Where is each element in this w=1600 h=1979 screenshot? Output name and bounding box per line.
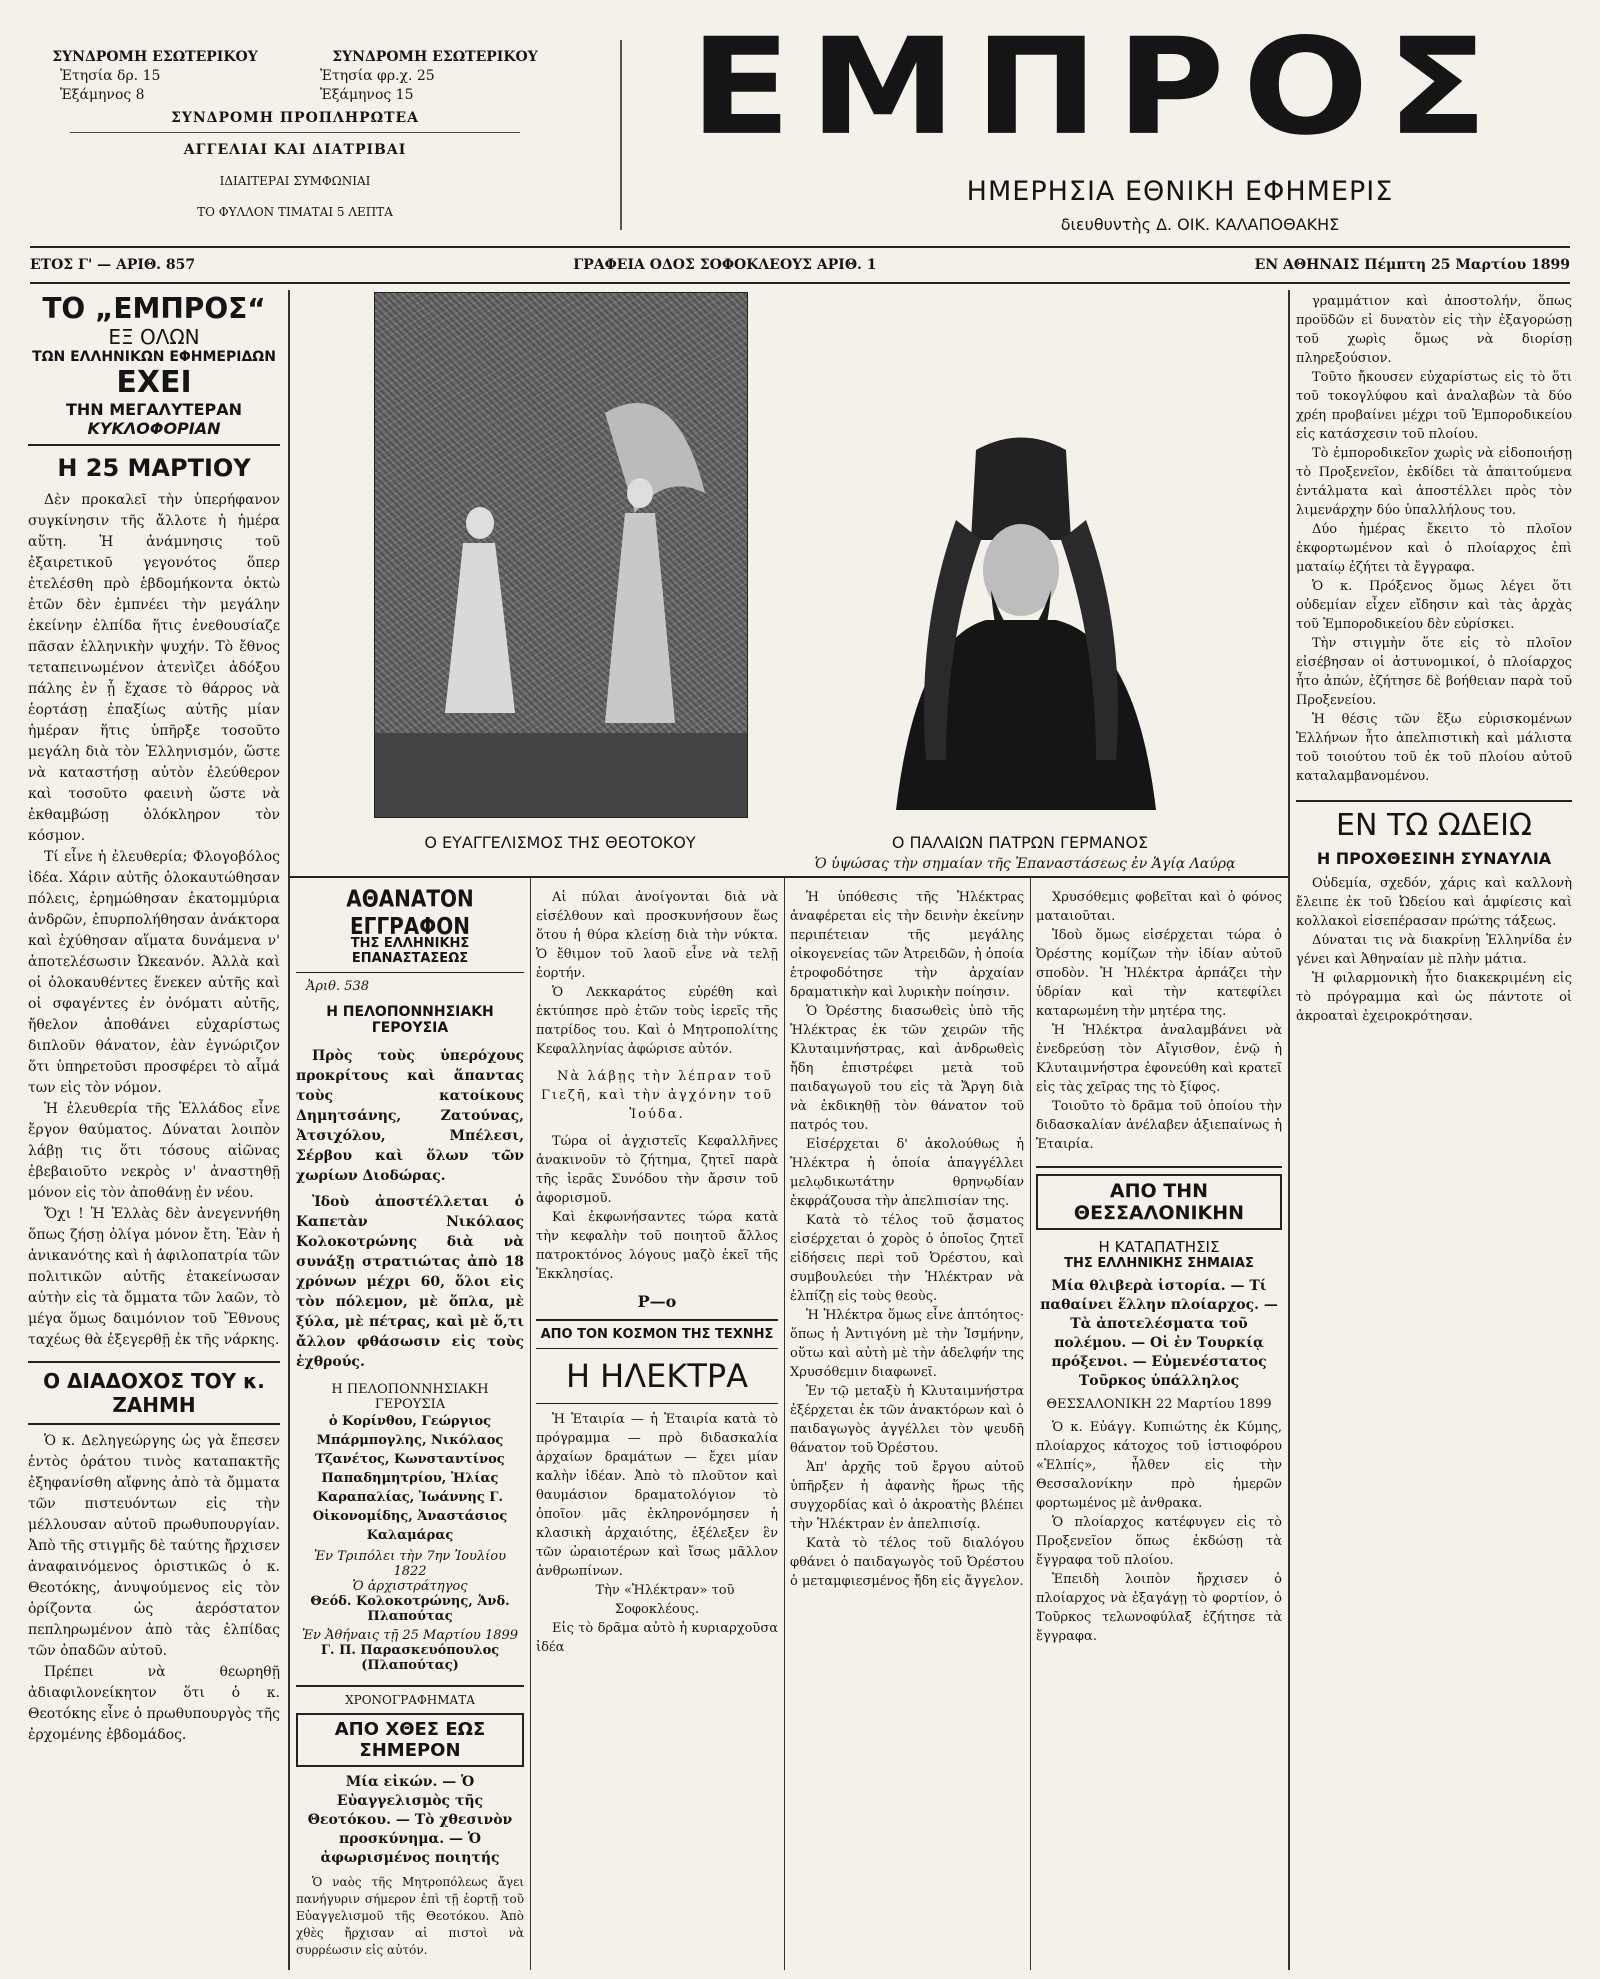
chronography-subtitle: Μία εἰκών. — Ὁ Εὐαγγελισμὸς τῆς Θεοτόκου. — Τὸ χθεσινὸν προσκύνημα. — Ὁ ἀφωρισμένος ποιητής — [307, 1774, 513, 1866]
newspaper-subtitle: ΗΜΕΡΗΣΙΑ ΕΘΝΙΚΗ ΕΦΗΜΕΡΙΣ — [966, 176, 1394, 207]
odeion-title: ΕΝ ΤΩ ΩΔΕΙΩ — [1336, 808, 1532, 843]
curse-quote: Νὰ λάβῃς τὴν λέπραν τοῦ Γιεζῆ, καὶ τὴν ἀγχόνην τοῦ Ἰούδα. — [540, 1069, 773, 1122]
section-paragraph: Ὁ κ. Δεληγεώργης ὡς γὰ ἔπεσεν ἐντὸς ὁράτου τινὸς καταπακτῆς ἐξηφανίσθη αἴφνης ἀπὸ τὰ ὄμματα τῶν πιστευόντων εἰς τὴν μέλλουσαν αὐτοῦ πρωθυπουργίαν. Ἀπὸ τῆς στιγμῆς δὲ ταύτης ἤρχισεν ἀναφαινόμενος ὁριστικῶς ὁ κ. Θεοτόκης, ἀνυψούμενος εἰς τὸν ὁρίζοντα ὡς ἀερόστατον πεπληρωμένον ἀπὸ τὰς ἐλπίδας τῶν ὀπαδῶν αὐτοῦ. — [28, 1433, 280, 1659]
header-divider — [620, 40, 622, 230]
document-heading: Η ΠΕΛΟΠΟΝΝΗΣΙΑΚΗ ΓΕΡΟΥΣΙΑ — [326, 1004, 494, 1036]
illustration-bottom-rule — [290, 876, 1288, 878]
subscription-foreign-label: ΣΥΝΔΡΟΜΗ ΕΣΩΤΕΡΙΚΟΥ — [332, 49, 538, 65]
continued-paragraph: Τὸ ἐμποροδικεῖον χωρὶς νὰ εἰδοποιήσῃ τὸ Προξενεῖον, ἐκδίδει τὰ ἀπαιτούμενα ἐντάλματα καὶ ἀποστέλλει πρὸς τὸν λιμενάρχην δύο ὑπαλλήλους του. — [1296, 446, 1572, 518]
issue-number: ΕΤΟΣ Γ' — ΑΡΙΘ. 857 — [30, 257, 196, 273]
annunciation-engraving — [375, 293, 747, 817]
thessaloniki-paragraph: Ὁ κ. Εὐάγγ. Κυπιώτης ἐκ Κύμης, πλοίαρχος κάτοχος τοῦ ἱστιοφόρου «Ἐλπίς», ἦλθεν εἰς τὴν Θεσσαλονίκην πρὸ ἡμερῶν φορτωμένος μὲ ἀνθρακα. — [1036, 1420, 1282, 1511]
semester-price-foreign: Ἑξάμηνος 15 — [320, 87, 414, 103]
article-title-25-march: Η 25 ΜΑΡΤΙΟΥ — [57, 454, 251, 482]
semester-price-domestic: Ἑξάμηνος 8 — [60, 87, 145, 103]
article-paragraph: Ὄχι ! Ἡ Ἑλλὰς δὲν ἀνεγεννήθη ὅπως ζήσῃ ὀλίγα μόνον ἔτη. Ἐὰν ἡ ἀνικανότης καὶ ἡ ἀφιλοπατρία τῶν πολιτικῶν αὐτῆς ἐτακείνωσαν αὐτὴν εἰς τὰ ὄμματα τῶν λαῶν, τὸ μέγα ὅμως δαιμόνιον τοῦ Ἔθνους ταχέως θὰ ἐξεγερθῇ ἐκ τῆς νάρκης. — [28, 1206, 280, 1348]
conclusion-paragraph: Ἰδοὺ ὅμως εἰσέρχεται τώρα ὁ Ὀρέστης κομίζων τὴν ἰδίαν αὐτοῦ σποδὸν. Ἡ Ἠλέκτρα ἀρπάζει τὴν ὑδρίαν καὶ τὴν κατεφίλει καταρωμένη τὴν μητέρα της. — [1036, 928, 1282, 1019]
continued-paragraph: Δύο ἡμέρας ἔκειτο τὸ πλοῖον ἐκφορτωμένον καὶ ὁ πλοίαρχος ἐπὶ ματαίῳ ἐζήτει τὰ ἔγγραφα. — [1296, 522, 1572, 575]
electra-paragraph: Τὴν «Ἠλέκτραν» τοῦ Σοφοκλέους. — [595, 1583, 735, 1617]
thessaloniki-body — [1036, 1418, 1282, 1646]
left-column — [28, 292, 280, 1746]
odeion-paragraph: Ἡ φιλαρμονικὴ ἦτο διακεκριμένη εἰς τὸ πρόγραμμα καὶ ὡς πάντοτε οἱ ἀκροαταὶ ἐχειροκρότησαν. — [1296, 971, 1572, 1024]
dateline-top-rule — [30, 246, 1570, 248]
document-number: Ἀριθ. 538 — [306, 979, 370, 994]
thessaloniki-dateline: ΘΕΣΣΑΛΟΝΙΚΗ 22 Μαρτίου 1899 — [1046, 1397, 1272, 1412]
annunciation-illustration — [374, 292, 748, 818]
prepaid-note: ΣΥΝΔΡΟΜΗ ΠΡΟΠΛΗΡΩΤΕΑ — [170, 110, 420, 126]
continued-paragraph: Ὁ Λεκκαράτος εὑρέθη καὶ ἐκτύπησε πρὸ ἐτῶν τοὺς ἱερεῖς τῆς πατρίδος του. Καὶ ὁ Μητροπολίτης Κεφαλληνίας ἀφώρισε αὐτόν. — [536, 985, 778, 1057]
continued-paragraph: Ὁ κ. Πρόξενος ὅμως λέγει ὅτι οὐδεμίαν εἶχεν εἴδησιν καὶ τὰς ἀρχὰς τοῦ Ἐμποροδικείου δὲν εὑρίσκει. — [1296, 579, 1572, 632]
article-paragraph: Δὲν προκαλεῖ τὴν ὑπερήφανον συγκίνησιν τῆς ἄλλοτε ἡ ἡμέρα αὕτη. Ἡ ἀνάμνησις τοῦ ἐξαιρετικοῦ γεγονότος ὅπερ ἐτελέσθη πρὸ ἑβδομήκοντα ὀκτὼ ἐτῶν δὲν ἐμπνέει τὴν μεγάλην ἐκείνην ἐλπίδα ἥτις ἐνεθουσίαζε πᾶσαν ἑλληνικὴν ψυχήν. Τὸ ἔθνος τεταπεινωμένον ἀτενὶζει ἀδόξου πάλης ἐν ᾗ ἔχασε τὸ θάρρος νὰ ἑορτάσῃ ἐπαξίως αὐτῆς μίαν ἡμέραν ἥτις ὑπῆρξε τοσοῦτο μεγάλη διὰ τὸν Ἑλληνισμόν, ὥστε νὰ καταστήσῃ αὐτὸν ἐλεύθερον καὶ τοσοῦτο φαεινὴ ὥστε νὰ ἐκθαμβώσῃ ὁλόκληρον τὸν κόσμον. — [28, 492, 280, 844]
office-address: ΓΡΑΦΕΙΑ ΟΔΟΣ ΣΟΦΟΚΛΕΟΥΣ ΑΡΙΘ. 1 — [573, 257, 877, 273]
electra-plot-paragraph: Ἀπ' ἀρχῆς τοῦ ἔργου αὐτοῦ ὑπῆρξεν ἡ ἀφανὴς ἥρως τῆς συγχορδίας καὶ ὁ ἀκροατὴς βλέπει τὴν Ἠλέκτραν ἐν ἀπελπισίᾳ. — [790, 1460, 1024, 1532]
section-title-successor: Ο ΔΙΑΔΟΧΟΣ ΤΟΥ κ. ΖΑΗΜΗ — [43, 1369, 265, 1417]
article-body-25-march — [28, 490, 280, 1351]
column-divider — [1030, 878, 1031, 1970]
ground — [375, 733, 747, 817]
germanos-engraving — [856, 430, 1186, 810]
electra-title: Η ΗΛΕΚΤΡΑ — [565, 1357, 749, 1395]
article-signature: Ρ—ο — [637, 1292, 677, 1311]
document-subtitle: ΤΗΣ ΕΛΛΗΝΙΚΗΣ ΕΠΑΝΑΣΤΑΣΕΩΣ — [350, 936, 470, 966]
electra-plot-paragraph: Ἐν τῷ μεταξὺ ἡ Κλυταιμνήστρα ἐξέρχεται ἐκ τῶν ἀνακτόρων καὶ ὁ παιδαγωγὸς ἀγγέλλει τὸν ψευδῆ θάνατον τοῦ Ὀρέστου. — [790, 1384, 1024, 1456]
electra-continued — [790, 888, 1024, 1591]
virgin-head — [466, 507, 494, 539]
chronography-body — [296, 1874, 524, 1959]
thessaloniki-paragraph: Ὁ πλοίαρχος κατέφυγεν εἰς τὸ Προξενεῖον ὅπως ἐκδώσῃ τὰ ἔγγραφα τοῦ πλοίου. — [1036, 1515, 1282, 1568]
special-agreements-note: ΙΔΙΑΙΤΕΡΑΙ ΣΥΜΦΩΝΙΑΙ — [219, 174, 371, 188]
promo-line-5: ΤΗΝ ΜΕΓΑΛΥΤΕΡΑΝ — [65, 400, 242, 419]
annual-price-foreign: Ἐτησία φρ.χ. 25 — [320, 68, 435, 84]
dateline — [30, 252, 1570, 278]
odeion-paragraph: Οὐδεμία, σχεδόν, χάρις καὶ καλλονὴ ἔλειπε ἐκ τοῦ Ὠδείου καὶ ἀμφίεσις καὶ κολλακοὶ εἰσεπέρασαν πρώτης τάξεως. — [1296, 876, 1572, 929]
column-2 — [296, 884, 524, 1959]
column-6 — [1296, 292, 1572, 1026]
continued-paragraph: Τοῦτο ἤκουσεν εὐχαρίστως εἰς τὸ ὅτι τοῦ τοκογλύφου καὶ ἀναλαβὼν τὰ δύο χρέη προβαίνει μέχρι τοῦ Ἐμποροδικείου εἰς κατάσχεσιν τοῦ πλοίου. — [1296, 370, 1572, 442]
thessaloniki-continued — [1296, 292, 1572, 786]
column-3 — [536, 888, 778, 1657]
dateline-bottom-rule — [30, 282, 1570, 284]
article-paragraph: Ἡ ἐλευθερία τῆς Ἑλλάδος εἶνε ἔργον θαύματος. Δύναται λοιπὸν λάβῃ τις ὅτι τόσους αἰῶνας ἐβεβαιοῦτο νεκρὸς ν' ἀναστηθῇ μόνον εἰς τὸν ἀποθάνῃ ἐν νέου. — [28, 1101, 280, 1201]
electra-plot-paragraph: Κατὰ τὸ τέλος τοῦ διαλόγου φθάνει ὁ παιδαγωγὸς τοῦ Ὀρέστου ὁ μεταμφιεσμένος ἤδη εἰς ἄγγελον. — [790, 1536, 1024, 1589]
arts-section-label: ΑΠΟ ΤΟΝ ΚΟΣΜΟΝ ΤΗΣ ΤΕΧΝΗΣ — [540, 1327, 774, 1342]
caption-annunciation: Ο ΕΥΑΓΓΕΛΙΣΜΟΣ ΤΗΣ ΘΕΟΤΟΚΟΥ — [424, 833, 696, 852]
thessaloniki-subtitle-1: Η ΚΑΤΑΠΑΤΗΣΙΣ — [1098, 1238, 1220, 1256]
section-body-successor — [28, 1431, 280, 1746]
electra-plot-paragraph: Ἡ ὑπόθεσις τῆς Ἠλέκτρας ἀναφέρεται εἰς τὴν δεινὴν ἐκείνην περιπέτειαν τῆς μεγάλης οἰκογενείας τῶν Ἀτρειδῶν, ἡ ὁποία ἐτροφοδότησε τὴν ἀρχαίαν δραματικὴν καὶ λυρικὴν ποίησιν. — [790, 890, 1024, 1000]
column-divider — [530, 878, 531, 1970]
chronography-continued — [536, 888, 778, 1284]
document-signature-heading: Η ΠΕΛΟΠΟΝΝΗΣΙΑΚΗ ΓΕΡΟΥΣΙΑ — [331, 1382, 489, 1412]
odeion-body — [1296, 874, 1572, 1026]
virgin-figure — [445, 543, 515, 713]
column-divider — [1288, 290, 1290, 1970]
chronography-title: ΑΠΟ ΧΘΕΣ ΕΩΣ ΣΗΜΕΡΟΝ — [296, 1713, 524, 1767]
article-paragraph: Τί εἶνε ἡ ἐλευθερία; Φλογοβόλος ἰδέα. Χάριν αὐτῆς ὁλοκαυτώθησαν πόλεις, ἐρημώθησαν ἑκατομμύρια ἀνδρῶν, ἐπυρπολήθησαν ἀνάκτορα καὶ ἐχύθησαν αἵματα δυνάμενα ν' ἀποτελέσωσιν Ὠκεανόν. Ἀλλὰ καὶ οἱ ὁλοκαυθέντες ἕνεκεν αὐτῆς καὶ οἱ σφαγέντες ἐν ὀνόματι αὐτῆς, ἤθελον ἀποθάνει εὐχαρίστως διπλοῦν θάνατον, ἐὰν ἐγνώριζον ὅτι ὑπηρετοῦσι προσφέρει τὸ αἷμά των εἰς τὸν νόμον. — [28, 849, 280, 1096]
promo-line-2: ΕΞ ΟΛΩΝ — [108, 325, 200, 349]
electra-plot-paragraph: Ἡ Ἠλέκτρα ὅμως εἶνε ἀπτόητος· ὅπως ἡ Ἀντιγόνη μὲ τὴν Ἰσμήνην, οὕτω καὶ αὐτὴ μὲ τὴν ἀδελφήν της Χρυσόθεμιν διαφωνεῖ. — [790, 1308, 1024, 1380]
section-paragraph: Πρέπει νὰ θεωρηθῇ ἀδιαφιλονείκητον ὅτι ὁ κ. Θεοτόκης εἶνε ὁ πρωθυπουργὸς τῆς ἐρχομένης ἑβδομάδος. — [28, 1664, 280, 1743]
thessaloniki-paragraph: Ἐπειδὴ λοιπὸν ἤρχισεν ὁ πλοίαρχος νὰ ἐξαγάγῃ τὸ φορτίον, ὁ Τοῦρκος τελωνοφύλαξ ἐζήτησε τὰ ἔγγραφα. — [1036, 1572, 1282, 1644]
issue-date: ΕΝ ΑΘΗΝΑΙΣ Πέμπτη 25 Μαρτίου 1899 — [1254, 257, 1570, 273]
promo-line-3: ΤΩΝ ΕΛΛΗΝΙΚΩΝ ΕΦΗΜΕΡΙΔΩΝ — [32, 349, 276, 365]
continued-paragraph: γραμμάτιον καὶ ἀποστολήν, ὅπως προϋδῶν εἰ δυνατὸν εἰς τὴν ἐξαγορώσῃ τοῦ χωρὶς ὅμως νὰ διορίσῃ πληρεξούσιον. — [1296, 294, 1572, 366]
annual-price-domestic: Ἐτησία δρ. 15 — [60, 68, 161, 84]
electra-plot-paragraph: Ὁ Ὀρέστης διασωθεὶς ὑπὸ τῆς Ἠλέκτρας ἐκ τῶν χειρῶν τῆς Κλυταιμνήστρας, καὶ ἀνδρωθεὶς ἤδη ἐπιστρέφει μετὰ τοῦ παιδαγωγοῦ του εἰς τὰ Ἄργη διὰ νὰ ἐκδικηθῇ τὸν θάνατον τοῦ πατρός του. — [790, 1004, 1024, 1133]
electra-paragraph: Ἡ Ἑταιρία — ἡ Ἑταιρία κατὰ τὸ πρόγραμμα — πρὸ διδασκαλία ἀρχαίων δραμάτων — ἔχει μίαν καλὴν ἰδέαν. Ἀπὸ τὸ πλοῦτον καὶ θαυμάσιον δραματολόγιον τὸ ὁποῖον μᾶς ἐκληρονόμησεν ἡ κλασικὴ ἀρχαιότης, ἐξέλεξεν ἓν τῶν ὡραιοτέρων καὶ ἴσως μᾶλλον ἀνθρωπίνων. — [536, 1412, 778, 1579]
continued-paragraph: Καὶ ἐκφωνήσαντες τώρα κατὰ τὴν κεφαλὴν τοῦ ποιητοῦ ἄλλος πατροκτόνος λόγους μαζὸ ἐκεῖ τῆς Ἐκκλησίας. — [536, 1210, 778, 1282]
electra-plot-paragraph: Εἰσέρχεται δ' ἀκολούθως ἡ Ἠλέκτρα ἡ ὁποία ἀπαγγέλλει μελῳδικωτάτην θρηνῳδίαν ἐκφράζουσα τὴν ἀπελπισίαν της. — [790, 1137, 1024, 1209]
angel-figure — [605, 513, 675, 723]
thessaloniki-subtitle-2: ΤΗΣ ΕΛΛΗΝΙΚΗΣ ΣΗΜΑΙΑΣ — [1064, 1256, 1254, 1271]
chronography-label: ΧΡΟΝΟΓΡΑΦΗΜΑΤΑ — [345, 1693, 475, 1707]
promo-line-6: ΚΥΚΛΟΦΟΡΙΑΝ — [87, 419, 221, 438]
thessaloniki-section-title: ΑΠΟ ΤΗΝ ΘΕΣΣΑΛΟΝΙΚΗΝ — [1036, 1174, 1282, 1230]
angel-wings — [605, 403, 705, 513]
document-submitted-by: Γ. Π. Παρασκευόπουλος (Πλαπούτας) — [320, 1643, 500, 1673]
odeion-paragraph: Δύναται τις νὰ διακρίνῃ Ἑλληνίδα ἐν γένει καὶ Ἀθηναίαν μὲ πλὴν μάτια. — [1296, 933, 1572, 967]
thessaloniki-lead: Μία θλιβερὰ ἱστορία. — Τί παθαίνει ἕλλην πλοίαρχος. — Τὰ ἀποτελέσματα τοῦ πολέμου. — Οἱ ἐν Τουρκίᾳ πρόξενοι. — Εὐμενέστατος Τοῦρκος ὑπάλληλος — [1040, 1278, 1278, 1389]
subscription-domestic-label: ΣΥΝΔΡΟΜΗ ΕΣΩΤΕΡΙΚΟΥ — [52, 49, 258, 65]
ads-note: ΑΓΓΕΛΙΑΙ ΚΑΙ ΔΙΑΤΡΙΒΑΙ — [183, 142, 407, 158]
germanos-portrait — [856, 430, 1186, 810]
document-commander-title: Ὁ ἀρχιστράτηγος — [352, 1579, 468, 1594]
column-5 — [1036, 888, 1282, 1646]
column-divider — [784, 878, 785, 1970]
caption-germanos: Ο ΠΑΛΑΙΩΝ ΠΑΤΡΩΝ ΓΕΡΜΑΝΟΣ — [891, 833, 1149, 852]
continued-paragraph: Ἡ θέσις τῶν ἔξω εὑρισκομένων Ἑλλήνων ἦτο ἀπελπιστικὴ καὶ μάλιστα τοῦ τοιούτου τοῦ ἐκ τοῦ πλοίου αὐτοῦ καταλαμβανομένου. — [1296, 712, 1572, 784]
document-paragraph: Πρὸς τοὺς ὑπερόχους προκρίτους καὶ ἅπαντας τοὺς κατοίκους Δημητσάνης, Ζατούνας, Ἀτσιχόλου, Μπέλεσι, Σέρβου καὶ ὅλων τῶν χωρίων Διοδώρας. — [296, 1048, 524, 1184]
newspaper-title: ΕΜΠΡΟΣ — [690, 9, 1506, 165]
conclusion-paragraph: Χρυσόθεμις φοβεῖται καὶ ὁ φόνος ματαιοῦται. — [1036, 890, 1282, 924]
subscription-box — [30, 48, 560, 222]
document-signatories: ὁ Κορίνθου, Γεώργιος Μπάρμπογλης, Νικόλαος Τζανέτος, Κωνσταντίνος Παπαδημητρίου, Ἠλίας Καραπαλίας, Ἰωάννης Γ. Οἰκονομίδης, Ἀναστάσιος Καλαμάρας — [312, 1414, 508, 1543]
angel-head — [627, 478, 653, 508]
electra-paragraph: Εἰς τὸ δρᾶμα αὐτὸ ἡ κυριαρχοῦσα ἰδέα — [536, 1621, 778, 1655]
continued-paragraph: Τὴν στιγμὴν ὅτε εἰς τὸ πλοῖον εἰσέβησαν οἱ ἀστυνομικοί, ὁ πλοίαρχος ἦτο ἀπών, ἐζήτησε δὲ βοήθειαν παρὰ τοῦ Προξενείου. — [1296, 636, 1572, 708]
price-note: ΤΟ ΦΥΛΛΟΝ ΤΙΜΑΤΑΙ 5 ΛΕΠΤΑ — [197, 205, 393, 219]
conclusion-paragraph: Ἡ Ἠλέκτρα ἀναλαμβάνει νὰ ἐνεδρεύσῃ τὸν Αἴγισθον, ἐνῷ ἡ Κλυταιμνήστρα ἐφονεύθη καὶ κρατεῖ εἰς τὰς χεῖρας της τὸ ξίφος. — [1036, 1023, 1282, 1095]
promo-line-4: ΕΧΕΙ — [116, 365, 192, 400]
document-paragraph: Ἰδοὺ ἀποστέλλεται ὁ Καπετὰν Νικόλαος Κολοκοτρώνης διὰ νὰ συνάξῃ στρατιώτας ἀπὸ 18 χρόνων μέχρι 60, ὅλοι εἰς τὸν πόλεμον, μὲ ὅπλα, μὲ ξύλα, μὲ πέτρας, καὶ μὲ ὅ,τι ἄλλον φθάσωσιν εἰς τοὺς ἐχθρούς. — [296, 1194, 524, 1370]
promo-line-1: ΤΟ „ΕΜΠΡΟΣ“ — [42, 292, 266, 325]
electra-conclusion — [1036, 888, 1282, 1154]
chronography-paragraph: Ὁ ναὸς τῆς Μητροπόλεως ἄγει πανήγυριν σήμερον ἐπὶ τῇ ἑορτῇ τοῦ Εὐαγγελισμοῦ τῆς Θεοτόκου. Ἀπὸ χθὲς ἤρχισαν αἱ πιστοὶ νὰ συρρέωσιν εἰς αὐτόν. — [296, 1875, 524, 1957]
document-commander-name: Θεόδ. Κολοκοτρώνης, Ἀνδ. Πλαπούτας — [310, 1594, 510, 1624]
column-divider — [288, 290, 290, 1970]
document-body — [296, 1046, 524, 1372]
electra-plot-paragraph: Κατὰ τὸ τέλος τοῦ ᾄσματος εἰσέρχεται ὁ χορὸς ὁ ὁποῖος ζητεῖ εἰδήσεις περὶ τοῦ Ὀρέστου, καὶ συμβουλεύει τὴν Ἠλέκτραν νὰ ἐλπίζῃ εἰς τοὺς θεοὺς. — [790, 1213, 1024, 1304]
column-4 — [790, 888, 1024, 1591]
continued-paragraph: Αἱ πύλαι ἀνοίγονται διὰ νὰ εἰσέλθουν καὶ προσκυνήσουν ἕως ὅτου ἡ θύρα κλείσῃ διὰ τὴν νύκτα. Ὁ ἔθιμον τοῦ λαοῦ εἶνε νὰ τελῇ ἑορτήν. — [536, 890, 778, 981]
director-line: διευθυντὴς Δ. ΟΙΚ. ΚΑΛΑΠΟΘΑΚΗΣ — [1060, 215, 1340, 234]
continued-paragraph: Τώρα οἱ ἀγχιστεῖς Κεφαλλῆνες ἀνακινοῦν τὸ ζήτημα, ζητεῖ παρὰ τῆς ἱερᾶς Συνόδου τὴν ἄρσιν τοῦ ἀφορισμοῦ. — [536, 1134, 778, 1206]
document-submitted-date: Ἐν Ἀθήναις τῇ 25 Μαρτίου 1899 — [301, 1628, 519, 1643]
electra-body — [536, 1410, 778, 1657]
caption-germanos-sub: Ὁ ὑψώσας τὴν σημαίαν τῆς Ἐπαναστάσεως ἐν Ἁγίᾳ Λαύρᾳ — [814, 856, 1236, 872]
document-place-date: Ἐν Τριπόλει τὴν 7ην Ἰουλίου 1822 — [313, 1549, 507, 1579]
conclusion-paragraph: Τοιοῦτο τὸ δρᾶμα τοῦ ὁποίου τὴν διδασκαλίαν ἀνέλαβεν ἀξιεπαίνως ἡ Ἑταιρία. — [1036, 1099, 1282, 1152]
circulation-promo — [28, 292, 280, 438]
document-title: ΑΘΑΝΑΤΟΝ ΕΓΓΡΑΦΟΝ — [346, 884, 474, 940]
odeion-subtitle: Η ΠΡΟΧΘΕΣΙΝΗ ΣΥΝΑΥΛΙΑ — [1316, 849, 1552, 868]
